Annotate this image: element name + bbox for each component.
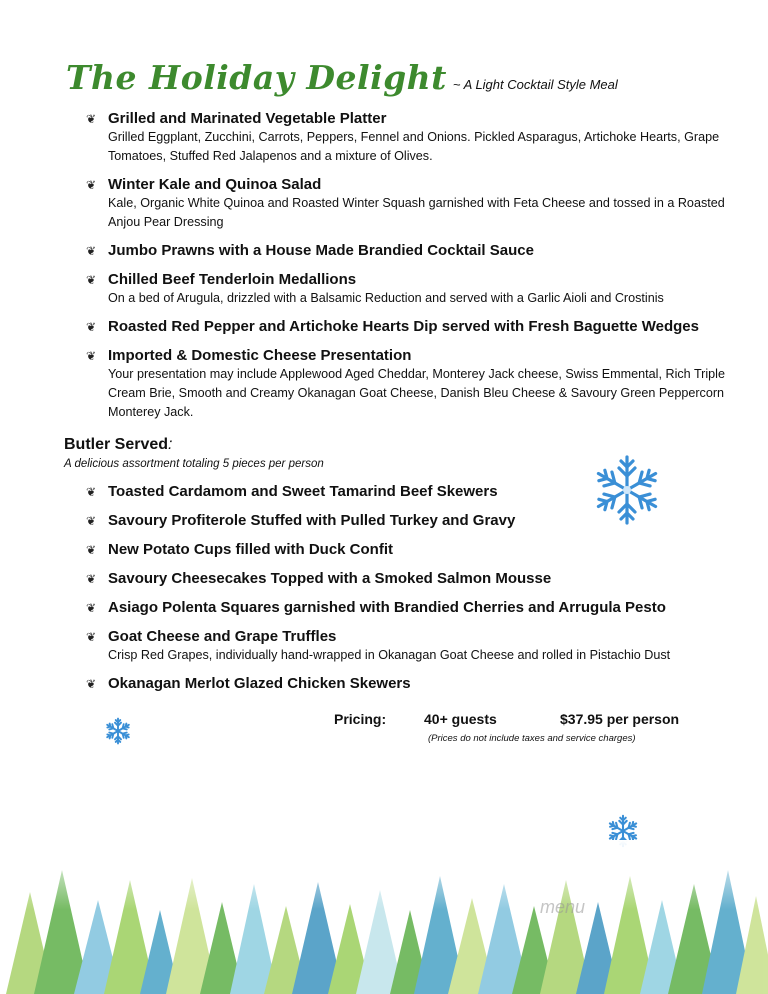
menu-item [86, 318, 736, 335]
butler-item-name: Goat Cheese and Grape Truffles [108, 628, 337, 645]
menu-item-name: Winter Kale and Quinoa Salad [108, 176, 322, 193]
pricing-label: Pricing: [334, 711, 387, 727]
fleuron-bullet-icon: ❦ [86, 178, 97, 192]
butler-item-name: Okanagan Merlot Glazed Chicken Skewers [108, 675, 411, 692]
menu-item-desc: On a bed of Arugula, drizzled with a Balsamic Reduction and served with a Garlic Aioli and Crostinis [108, 291, 664, 305]
menu-item-name: Chilled Beef Tenderloin Medallions [108, 271, 357, 288]
snowflake-icon [104, 717, 132, 745]
butler-item [86, 570, 736, 587]
menu-item-desc: Kale, Organic White Quinoa and Roasted Winter Squash garnished with Feta Cheese and tossed in a Roasted Anjou Pear Dressing [108, 196, 725, 229]
pricing-price: $37.95 per person [560, 711, 680, 727]
butler-item-name: New Potato Cups filled with Duck Confit [108, 541, 393, 558]
menu-item [86, 176, 736, 232]
fleuron-bullet-icon: ❦ [86, 273, 97, 287]
butler-served-subheading: A delicious assortment totaling 5 pieces per person [64, 458, 324, 470]
fleuron-bullet-icon: ❦ [86, 572, 97, 586]
snowflake-icon [590, 453, 664, 527]
fleuron-bullet-icon: ❦ [86, 244, 97, 258]
pricing-guests: 40+ guests [424, 711, 497, 727]
fleuron-bullet-icon: ❦ [86, 514, 97, 528]
butler-item [86, 599, 736, 616]
fleuron-bullet-icon: ❦ [86, 543, 97, 557]
menu-item-name: Jumbo Prawns with a House Made Brandied Cocktail Sauce [108, 242, 534, 259]
menu-item-name: Imported & Domestic Cheese Presentation [108, 347, 412, 364]
menu-item [86, 271, 736, 308]
fleuron-bullet-icon: ❦ [86, 320, 97, 334]
butler-heading-text: Butler Served [64, 436, 169, 453]
fleuron-bullet-icon: ❦ [86, 349, 97, 363]
butler-item-name: Asiago Polenta Squares garnished with Brandied Cherries and Arrugula Pesto [108, 599, 666, 616]
header [66, 58, 618, 97]
butler-item-name: Toasted Cardamom and Sweet Tamarind Beef Skewers [108, 483, 498, 500]
menu-item-name: Grilled and Marinated Vegetable Platter [108, 110, 387, 127]
menu-item-name: Roasted Red Pepper and Artichoke Hearts Dip served with Fresh Baguette Wedges [108, 318, 699, 335]
fleuron-bullet-icon: ❦ [86, 485, 97, 499]
pricing-note: (Prices do not include taxes and service charges) [428, 733, 636, 744]
page-subtitle: ~ A Light Cocktail Style Meal [452, 77, 618, 92]
fleuron-bullet-icon: ❦ [86, 677, 97, 691]
watermark: menu [540, 897, 586, 917]
menu-item [86, 110, 736, 166]
menu-item [86, 347, 736, 422]
menu-item-desc: Your presentation may include Applewood Aged Cheddar, Monterey Jack cheese, Swiss Emmental, Rich Triple Cream Brie, Smooth and Creamy Okanagan Goat Cheese, Danish Bleu Cheese & Savoury Green Peppercorn Monterey Jack. [108, 367, 725, 419]
butler-item [86, 541, 736, 558]
butler-heading-colon: : [168, 436, 173, 453]
menu-item-desc: Grilled Eggplant, Zucchini, Carrots, Peppers, Fennel and Onions. Pickled Asparagus, Artichoke Hearts, Grape Tomatoes, Stuffed Red Jalapenos and a mixture of Olives. [108, 130, 720, 163]
fleuron-bullet-icon: ❦ [86, 601, 97, 615]
fleuron-bullet-icon: ❦ [86, 630, 97, 644]
butler-item [86, 628, 736, 665]
butler-item [86, 675, 736, 692]
butler-item-name: Savoury Profiterole Stuffed with Pulled Turkey and Gravy [108, 512, 516, 529]
christmas-tree-border [0, 840, 768, 994]
page-title: The Holiday Delight [66, 58, 447, 97]
butler-item-desc: Crisp Red Grapes, individually hand-wrapped in Okanagan Goat Cheese and rolled in Pistachio Dust [108, 648, 671, 662]
menu-item [86, 242, 736, 259]
butler-item-name: Savoury Cheesecakes Topped with a Smoked Salmon Mousse [108, 570, 552, 587]
butler-served-heading [64, 436, 173, 454]
fleuron-bullet-icon: ❦ [86, 112, 97, 126]
